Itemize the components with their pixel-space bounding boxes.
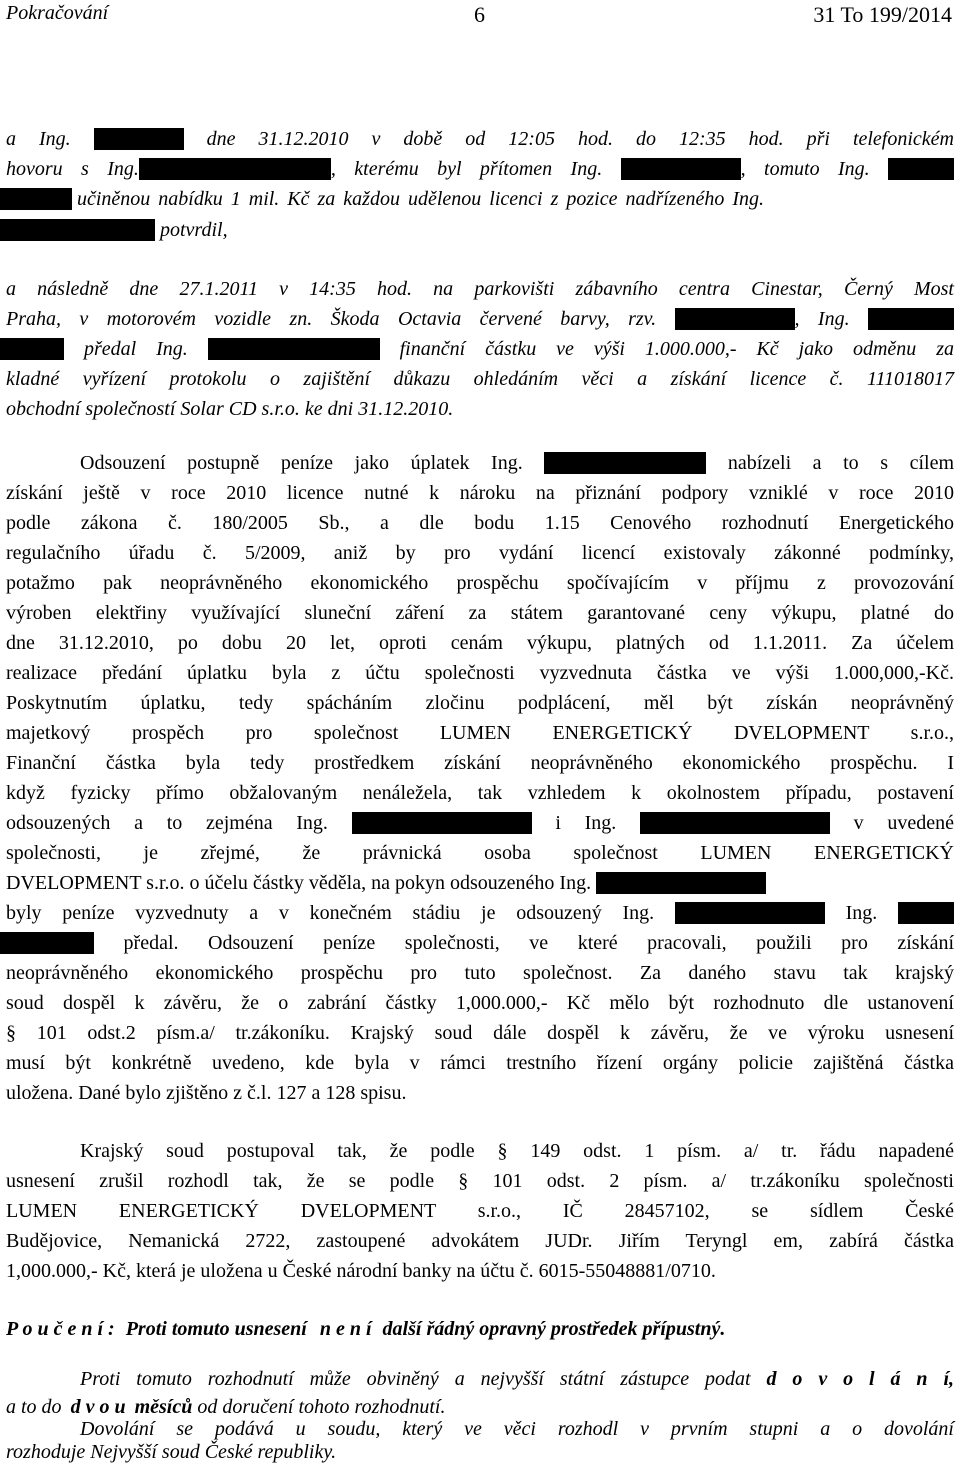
redaction (868, 308, 954, 330)
paragraph-3-line-2: získání ještě v roce 2010 licence nutné k nároku na přiznání podpory vzniklé v roce 2010 (6, 482, 954, 504)
paragraph-3-line-6: výroben elektřiny využívající sluneční záření za státem garantované ceny výkupu, platné do (6, 602, 954, 624)
paragraph-3-line-16: byly peníze vyzvednuty a v konečném stádiu je odsouzený Ing. Ing. (6, 902, 954, 924)
paragraph-4-line-3: LUMEN ENERGETICKÝ DVELOPMENT s.r.o., IČ 28457102, se sídlem České (6, 1200, 954, 1222)
paragraph-1-line-1: a Ing. dne 31.12.2010 v době od 12:05 hod. do 12:35 hod. při telefonickém (6, 128, 954, 150)
paragraph-1-line-2: hovoru s Ing. , kterému byl přítomen Ing. , tomuto Ing. (6, 158, 954, 180)
redaction (675, 308, 795, 330)
redaction (139, 158, 331, 180)
paragraph-3-line-15: DVELOPMENT s.r.o. o účelu částky věděla, na pokyn odsouzeného Ing. (6, 872, 766, 894)
pouceni-line: P o u č e n í : Proti tomuto usnesení n e n í další řádný opravný prostředek přípustný. (6, 1318, 726, 1340)
paragraph-3-line-7: dne 31.12.2010, po dobu 20 let, oproti cenám výkupu, platných od 1.1.2011. Za účelem (6, 632, 954, 654)
paragraph-3-line-1: Odsouzení postupně peníze jako úplatek Ing. nabízeli a to s cílem (80, 452, 955, 474)
paragraph-3-line-22: uložena. Dané bylo zjištěno z č.l. 127 a 128 spisu. (6, 1082, 407, 1104)
paragraph-3-line-10: majetkový prospěch pro společnost LUMEN ENERGETICKÝ DVELOPMENT s.r.o., (6, 722, 954, 744)
page-number: 6 (474, 2, 485, 27)
redaction (544, 452, 706, 474)
paragraph-3-line-14: společnosti, je zřejmé, že právnická osoba společnost LUMEN ENERGETICKÝ (6, 842, 954, 864)
paragraph-3-line-4: regulačního úřadu č. 5/2009, aniž by pro vydání licencí existovaly zákonné podmínky, (6, 542, 954, 564)
redaction (640, 812, 830, 834)
paragraph-5-line-1: Proti tomuto rozhodnutí může obviněný a nejvyšší státní zástupce podat d o v o l á n í, (80, 1368, 955, 1390)
paragraph-3-line-5: potažmo pak neoprávněného ekonomického prospěchu spočívajícím v příjmu z provozování (6, 572, 954, 594)
paragraph-3-line-19: soud dospěl k závěru, že o zabrání částky 1,000.000,- Kč mělo být rozhodnuto dle ustanovení (6, 992, 954, 1014)
redaction (352, 812, 532, 834)
redaction (208, 338, 380, 360)
redaction (621, 158, 741, 180)
paragraph-3-line-9: Poskytnutím úplatku, tedy spácháním zločinu podplácení, měl být získán neoprávněný (6, 692, 954, 714)
paragraph-3-line-8: realizace předání úplatku byla z účtu společnosti vyzvednuta částka ve výši 1.000,000,-Kč. (6, 662, 954, 684)
paragraph-3-line-12: když fyzicky přímo obžalovaným nenáležela, tak vzhledem k okolnostem případu, postavení (6, 782, 954, 804)
paragraph-4-line-5: 1,000.000,- Kč, která je uložena u České národní banky na účtu č. 6015-55048881/0710. (6, 1260, 716, 1282)
paragraph-2-line-5: obchodní společností Solar CD s.r.o. ke dni 31.12.2010. (6, 398, 454, 420)
paragraph-1-line-3: učiněnou nabídku 1 mil. Kč za každou udělenou licenci z pozice nadřízeného Ing. (0, 188, 764, 210)
paragraph-3-line-21: musí být konkrétně uvedeno, kde byla v rámci trestního řízení orgány policie zajištěná částka (6, 1052, 954, 1074)
paragraph-3-line-17: předal. Odsouzení peníze společnosti, ve které pracovali, použili pro získání (0, 932, 954, 954)
paragraph-2-line-3: předal Ing. finanční částku ve výši 1.000.000,- Kč jako odměnu za (0, 338, 954, 360)
case-number: 31 To 199/2014 (813, 2, 952, 27)
redaction (898, 902, 954, 924)
paragraph-5-line-2: a to do d v o u měsíců od doručení tohoto rozhodnutí. (6, 1396, 446, 1418)
redaction (0, 932, 94, 954)
paragraph-2-line-4: kladné vyřízení protokolu o zajištění důkazu ohledáním věci a získání licence č. 111018017 (6, 368, 954, 390)
paragraph-4-line-2: usnesení zrušil rozhodl tak, že se podle § 101 odst. 2 písm. a/ tr.zákoníku společnosti (6, 1170, 954, 1192)
redaction (0, 338, 64, 360)
paragraph-4-line-4: Budějovice, Nemanická 2722, zastoupené advokátem JUDr. Jiřím Teryngl em, zabírá částka (6, 1230, 954, 1252)
paragraph-3-line-18: neoprávněného ekonomického prospěchu pro tuto společnost. Za daného stavu tak krajský (6, 962, 954, 984)
paragraph-2-line-1: a následně dne 27.1.2011 v 14:35 hod. na parkovišti zábavního centra Cinestar, Černý Most (6, 278, 954, 300)
redaction (94, 128, 184, 150)
header-left: Pokračování (6, 2, 109, 24)
paragraph-3-line-20: § 101 odst.2 písm.a/ tr.zákoníku. Krajský soud dále dospěl k závěru, že ve výroku usnesení (6, 1022, 954, 1044)
redaction (0, 188, 72, 210)
paragraph-3-line-3: podle zákona č. 180/2005 Sb., a dle bodu 1.15 Cenového rozhodnutí Energetického (6, 512, 954, 534)
pouceni-label: P o u č e n í : (6, 1318, 115, 1340)
paragraph-5-line-4: rozhoduje Nejvyšší soud České republiky. (6, 1441, 337, 1463)
paragraph-4-line-1: Krajský soud postupoval tak, že podle § 149 odst. 1 písm. a/ tr. řádu napadené (80, 1140, 954, 1162)
paragraph-3-line-11: Finanční částka byla tedy prostředkem získání neoprávněného ekonomického prospěchu. I (6, 752, 954, 774)
redaction (0, 219, 155, 241)
redaction (675, 902, 825, 924)
paragraph-1-line-4: potvrdil, (0, 219, 228, 241)
redaction (596, 872, 766, 894)
paragraph-5-line-3: Dovolání se podává u soudu, který ve věci rozhodl v prvním stupni a o dovolání (80, 1418, 954, 1440)
paragraph-2-line-2: Praha, v motorovém vozidle zn. Škoda Octavia červené barvy, rzv. , Ing. (6, 308, 954, 330)
redaction (888, 158, 954, 180)
paragraph-3-line-13: odsouzených a to zejména Ing. i Ing. v uvedené (6, 812, 955, 834)
